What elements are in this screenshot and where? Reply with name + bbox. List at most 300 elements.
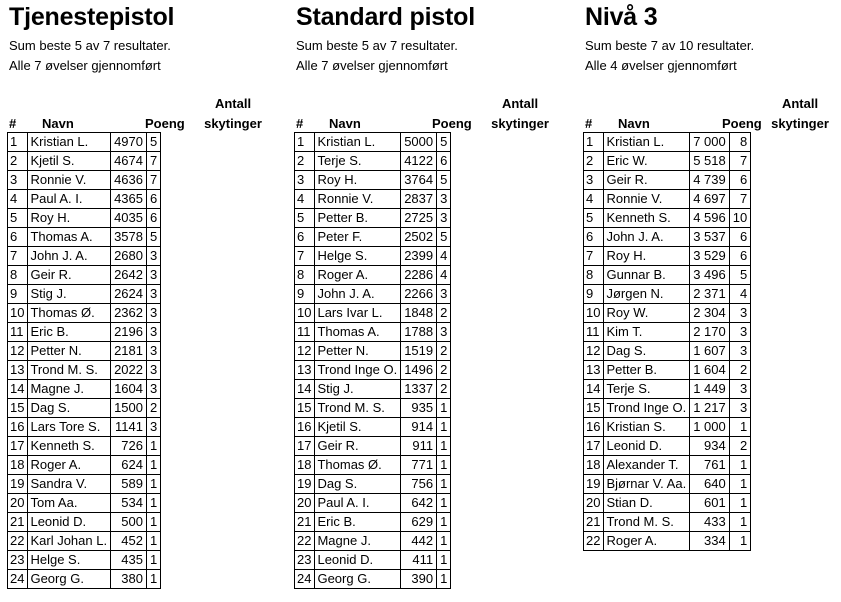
cell-name: Terje S.: [604, 380, 690, 399]
results-table: [294, 132, 451, 589]
cell-points: 2196: [111, 323, 147, 342]
cell-count: 5: [729, 266, 750, 285]
cell-points: 334: [690, 532, 730, 551]
cell-points: 629: [401, 513, 437, 532]
cell-name: Geir R.: [315, 437, 401, 456]
cell-points: 934: [690, 437, 730, 456]
cell-name: Stig J.: [315, 380, 401, 399]
cell-name: Dag S.: [28, 399, 111, 418]
cell-points: 3764: [401, 171, 437, 190]
table-row: [295, 361, 451, 380]
cell-rank: 14: [584, 380, 604, 399]
cell-count: 7: [147, 171, 161, 190]
cell-rank: 15: [8, 399, 28, 418]
cell-rank: 9: [295, 285, 315, 304]
table-row: [8, 437, 161, 456]
table-row: [295, 456, 451, 475]
table-row: [584, 513, 751, 532]
table-row: [8, 551, 161, 570]
cell-points: 4 739: [690, 171, 730, 190]
cell-rank: 7: [295, 247, 315, 266]
cell-points: 4970: [111, 133, 147, 152]
cell-count: 1: [147, 494, 161, 513]
cell-count: 3: [729, 380, 750, 399]
cell-count: 1: [729, 475, 750, 494]
table-row: [584, 323, 751, 342]
cell-name: Dag S.: [604, 342, 690, 361]
table-row: [8, 266, 161, 285]
column-header-count: skytinger: [771, 116, 829, 131]
cell-rank: 13: [295, 361, 315, 380]
cell-points: 2642: [111, 266, 147, 285]
table-row: [8, 475, 161, 494]
cell-points: 4122: [401, 152, 437, 171]
table-row: [8, 513, 161, 532]
cell-name: Roy H.: [28, 209, 111, 228]
cell-name: Lars Tore S.: [28, 418, 111, 437]
cell-count: 2: [437, 361, 451, 380]
cell-points: 1 217: [690, 399, 730, 418]
cell-name: Karl Johan L.: [28, 532, 111, 551]
column-header-name: Navn: [618, 116, 650, 131]
cell-name: Bjørnar V. Aa.: [604, 475, 690, 494]
panel-title: Tjenestepistol: [9, 3, 175, 31]
column-header-points: Poeng: [432, 116, 472, 131]
cell-rank: 15: [295, 399, 315, 418]
table-row: [295, 513, 451, 532]
cell-count: 1: [437, 494, 451, 513]
table-row: [8, 494, 161, 513]
cell-count: 3: [147, 418, 161, 437]
cell-rank: 21: [8, 513, 28, 532]
cell-rank: 1: [584, 133, 604, 152]
cell-count: 1: [437, 399, 451, 418]
cell-rank: 16: [8, 418, 28, 437]
cell-count: 3: [147, 361, 161, 380]
cell-count: 10: [729, 209, 750, 228]
cell-name: Paul A. I.: [315, 494, 401, 513]
table-row: [584, 418, 751, 437]
cell-points: 624: [111, 456, 147, 475]
table-row: [8, 152, 161, 171]
table-row: [295, 570, 451, 589]
cell-points: 1500: [111, 399, 147, 418]
cell-points: 390: [401, 570, 437, 589]
cell-points: 4 596: [690, 209, 730, 228]
cell-count: 2: [729, 361, 750, 380]
cell-rank: 4: [8, 190, 28, 209]
cell-name: Dag S.: [315, 475, 401, 494]
cell-count: 1: [729, 494, 750, 513]
cell-rank: 23: [8, 551, 28, 570]
table-row: [295, 532, 451, 551]
cell-count: 6: [729, 171, 750, 190]
cell-rank: 16: [295, 418, 315, 437]
cell-rank: 18: [8, 456, 28, 475]
panel-subtitle: Sum beste 7 av 10 resultater.: [585, 38, 755, 53]
results-table: [583, 132, 751, 551]
cell-name: Geir R.: [28, 266, 111, 285]
table-row: [295, 285, 451, 304]
table-row: [584, 494, 751, 513]
table-row: [295, 266, 451, 285]
table-row: [584, 171, 751, 190]
cell-rank: 7: [584, 247, 604, 266]
cell-count: 6: [147, 209, 161, 228]
cell-rank: 17: [295, 437, 315, 456]
cell-count: 3: [147, 380, 161, 399]
cell-rank: 9: [584, 285, 604, 304]
cell-count: 2: [437, 304, 451, 323]
cell-count: 8: [729, 133, 750, 152]
cell-name: Alexander T.: [604, 456, 690, 475]
cell-points: 640: [690, 475, 730, 494]
cell-name: Petter B.: [315, 209, 401, 228]
cell-count: 3: [729, 399, 750, 418]
table-row: [584, 456, 751, 475]
cell-name: Paul A. I.: [28, 190, 111, 209]
cell-rank: 22: [295, 532, 315, 551]
cell-rank: 20: [295, 494, 315, 513]
cell-points: 1496: [401, 361, 437, 380]
cell-rank: 5: [584, 209, 604, 228]
cell-rank: 2: [584, 152, 604, 171]
cell-name: Trond M. S.: [604, 513, 690, 532]
cell-rank: 3: [295, 171, 315, 190]
cell-name: Stian D.: [604, 494, 690, 513]
cell-rank: 10: [584, 304, 604, 323]
cell-count: 6: [729, 247, 750, 266]
cell-points: 442: [401, 532, 437, 551]
cell-count: 1: [437, 437, 451, 456]
cell-count: 1: [147, 456, 161, 475]
cell-rank: 17: [584, 437, 604, 456]
cell-count: 1: [729, 513, 750, 532]
cell-points: 771: [401, 456, 437, 475]
cell-rank: 5: [8, 209, 28, 228]
table-row: [295, 342, 451, 361]
cell-rank: 18: [295, 456, 315, 475]
cell-points: 452: [111, 532, 147, 551]
table-row: [584, 399, 751, 418]
table-row: [584, 437, 751, 456]
cell-count: 1: [729, 456, 750, 475]
cell-points: 435: [111, 551, 147, 570]
panel-subtitle: Sum beste 5 av 7 resultater.: [296, 38, 458, 53]
cell-name: Kristian L.: [28, 133, 111, 152]
cell-points: 3 496: [690, 266, 730, 285]
cell-name: Kenneth S.: [28, 437, 111, 456]
cell-rank: 3: [584, 171, 604, 190]
table-row: [8, 228, 161, 247]
table-row: [295, 152, 451, 171]
cell-name: John J. A.: [315, 285, 401, 304]
cell-rank: 10: [8, 304, 28, 323]
cell-count: 5: [147, 228, 161, 247]
cell-name: Eric B.: [315, 513, 401, 532]
cell-count: 3: [437, 285, 451, 304]
cell-name: Kristian S.: [604, 418, 690, 437]
cell-count: 1: [729, 418, 750, 437]
cell-points: 4636: [111, 171, 147, 190]
cell-count: 2: [437, 380, 451, 399]
cell-count: 3: [147, 323, 161, 342]
cell-name: Leonid D.: [604, 437, 690, 456]
cell-name: Petter B.: [604, 361, 690, 380]
cell-name: Leonid D.: [28, 513, 111, 532]
cell-count: 1: [147, 513, 161, 532]
cell-name: Roy H.: [315, 171, 401, 190]
cell-count: 1: [729, 532, 750, 551]
cell-points: 2022: [111, 361, 147, 380]
cell-name: Ronnie V.: [604, 190, 690, 209]
cell-name: Ronnie V.: [315, 190, 401, 209]
table-row: [8, 361, 161, 380]
cell-points: 2286: [401, 266, 437, 285]
table-row: [8, 209, 161, 228]
column-header-num: #: [585, 116, 593, 131]
cell-name: Geir R.: [604, 171, 690, 190]
table-row: [584, 247, 751, 266]
cell-points: 642: [401, 494, 437, 513]
cell-points: 411: [401, 551, 437, 570]
cell-points: 726: [111, 437, 147, 456]
cell-rank: 11: [295, 323, 315, 342]
cell-rank: 11: [584, 323, 604, 342]
cell-rank: 21: [584, 513, 604, 532]
cell-rank: 24: [295, 570, 315, 589]
table-row: [8, 190, 161, 209]
table-row: [295, 323, 451, 342]
cell-count: 1: [437, 475, 451, 494]
cell-points: 500: [111, 513, 147, 532]
cell-count: 2: [147, 399, 161, 418]
cell-rank: 6: [8, 228, 28, 247]
cell-name: Georg G.: [315, 570, 401, 589]
cell-name: Trond M. S.: [28, 361, 111, 380]
cell-count: 6: [729, 228, 750, 247]
table-row: [295, 228, 451, 247]
column-header-points: Poeng: [145, 116, 185, 131]
table-row: [295, 418, 451, 437]
cell-rank: 5: [295, 209, 315, 228]
table-row: [8, 323, 161, 342]
cell-count: 2: [437, 342, 451, 361]
table-row: [584, 133, 751, 152]
cell-rank: 21: [295, 513, 315, 532]
cell-rank: 8: [584, 266, 604, 285]
cell-rank: 6: [295, 228, 315, 247]
table-row: [295, 380, 451, 399]
cell-rank: 1: [295, 133, 315, 152]
column-header-name: Navn: [42, 116, 74, 131]
cell-points: 3 529: [690, 247, 730, 266]
table-row: [584, 475, 751, 494]
cell-name: Lars Ivar L.: [315, 304, 401, 323]
cell-points: 935: [401, 399, 437, 418]
cell-points: 3 537: [690, 228, 730, 247]
cell-count: 1: [147, 551, 161, 570]
cell-points: 4 697: [690, 190, 730, 209]
cell-rank: 22: [584, 532, 604, 551]
cell-count: 3: [147, 266, 161, 285]
table-row: [295, 551, 451, 570]
results-table: [7, 132, 161, 589]
cell-rank: 19: [584, 475, 604, 494]
cell-points: 2266: [401, 285, 437, 304]
column-header-count: skytinger: [491, 116, 549, 131]
cell-name: Jørgen N.: [604, 285, 690, 304]
cell-points: 2 371: [690, 285, 730, 304]
cell-name: Trond M. S.: [315, 399, 401, 418]
cell-rank: 23: [295, 551, 315, 570]
cell-count: 1: [147, 570, 161, 589]
cell-points: 1337: [401, 380, 437, 399]
column-header-count: Antall: [781, 96, 819, 111]
cell-name: Roy W.: [604, 304, 690, 323]
cell-points: 3578: [111, 228, 147, 247]
table-row: [8, 380, 161, 399]
panel-subtitle: Alle 7 øvelser gjennomført: [296, 58, 448, 73]
cell-points: 7 000: [690, 133, 730, 152]
cell-points: 2502: [401, 228, 437, 247]
cell-points: 2399: [401, 247, 437, 266]
cell-rank: 12: [8, 342, 28, 361]
cell-count: 3: [437, 190, 451, 209]
table-row: [584, 285, 751, 304]
cell-name: Roger A.: [315, 266, 401, 285]
table-row: [584, 304, 751, 323]
table-row: [584, 342, 751, 361]
cell-rank: 12: [295, 342, 315, 361]
cell-name: Magne J.: [315, 532, 401, 551]
cell-points: 1788: [401, 323, 437, 342]
cell-points: 534: [111, 494, 147, 513]
column-header-num: #: [296, 116, 304, 131]
table-row: [295, 133, 451, 152]
table-row: [295, 494, 451, 513]
cell-rank: 13: [8, 361, 28, 380]
table-row: [8, 304, 161, 323]
table-row: [295, 247, 451, 266]
panel-title: Nivå 3: [585, 3, 658, 31]
cell-points: 433: [690, 513, 730, 532]
cell-points: 914: [401, 418, 437, 437]
cell-rank: 14: [295, 380, 315, 399]
cell-count: 1: [147, 532, 161, 551]
cell-name: Roger A.: [604, 532, 690, 551]
cell-rank: 8: [295, 266, 315, 285]
cell-points: 1 000: [690, 418, 730, 437]
cell-count: 2: [729, 437, 750, 456]
table-row: [584, 266, 751, 285]
cell-name: Kristian L.: [604, 133, 690, 152]
cell-points: 5000: [401, 133, 437, 152]
cell-name: Ronnie V.: [28, 171, 111, 190]
table-row: [8, 171, 161, 190]
cell-points: 1 449: [690, 380, 730, 399]
cell-rank: 18: [584, 456, 604, 475]
cell-points: 1 607: [690, 342, 730, 361]
table-row: [295, 190, 451, 209]
cell-points: 2725: [401, 209, 437, 228]
cell-count: 3: [147, 342, 161, 361]
cell-name: Trond Inge O.: [315, 361, 401, 380]
cell-rank: 22: [8, 532, 28, 551]
table-row: [295, 304, 451, 323]
cell-count: 7: [729, 190, 750, 209]
cell-points: 4035: [111, 209, 147, 228]
column-header-count: skytinger: [204, 116, 262, 131]
cell-points: 1 604: [690, 361, 730, 380]
cell-points: 1141: [111, 418, 147, 437]
cell-count: 4: [437, 266, 451, 285]
panel-subtitle: Sum beste 5 av 7 resultater.: [9, 38, 171, 53]
cell-count: 5: [147, 133, 161, 152]
cell-count: 4: [437, 247, 451, 266]
cell-rank: 9: [8, 285, 28, 304]
cell-points: 2837: [401, 190, 437, 209]
cell-rank: 19: [8, 475, 28, 494]
cell-points: 4674: [111, 152, 147, 171]
column-header-name: Navn: [329, 116, 361, 131]
cell-rank: 2: [8, 152, 28, 171]
cell-count: 1: [147, 475, 161, 494]
cell-rank: 20: [584, 494, 604, 513]
cell-points: 1848: [401, 304, 437, 323]
table-row: [584, 228, 751, 247]
cell-count: 3: [147, 285, 161, 304]
cell-rank: 13: [584, 361, 604, 380]
cell-count: 3: [729, 304, 750, 323]
cell-points: 1604: [111, 380, 147, 399]
table-row: [295, 209, 451, 228]
cell-count: 4: [729, 285, 750, 304]
cell-name: Stig J.: [28, 285, 111, 304]
cell-points: 4365: [111, 190, 147, 209]
column-header-num: #: [9, 116, 17, 131]
cell-name: Gunnar B.: [604, 266, 690, 285]
cell-points: 2 304: [690, 304, 730, 323]
table-row: [8, 418, 161, 437]
table-row: [8, 399, 161, 418]
cell-name: Petter N.: [315, 342, 401, 361]
cell-rank: 6: [584, 228, 604, 247]
cell-points: 2680: [111, 247, 147, 266]
cell-name: Thomas Ø.: [315, 456, 401, 475]
cell-points: 761: [690, 456, 730, 475]
cell-name: John J. A.: [604, 228, 690, 247]
cell-count: 3: [437, 209, 451, 228]
cell-name: Roger A.: [28, 456, 111, 475]
cell-count: 1: [437, 418, 451, 437]
table-row: [8, 133, 161, 152]
cell-name: Kjetil S.: [315, 418, 401, 437]
cell-count: 6: [437, 152, 451, 171]
table-row: [295, 171, 451, 190]
cell-count: 5: [437, 228, 451, 247]
cell-rank: 4: [584, 190, 604, 209]
cell-count: 7: [147, 152, 161, 171]
cell-name: Thomas A.: [28, 228, 111, 247]
table-row: [8, 285, 161, 304]
table-row: [584, 532, 751, 551]
cell-rank: 7: [8, 247, 28, 266]
cell-name: Trond Inge O.: [604, 399, 690, 418]
panel-subtitle: Alle 7 øvelser gjennomført: [9, 58, 161, 73]
table-row: [8, 570, 161, 589]
cell-rank: 1: [8, 133, 28, 152]
